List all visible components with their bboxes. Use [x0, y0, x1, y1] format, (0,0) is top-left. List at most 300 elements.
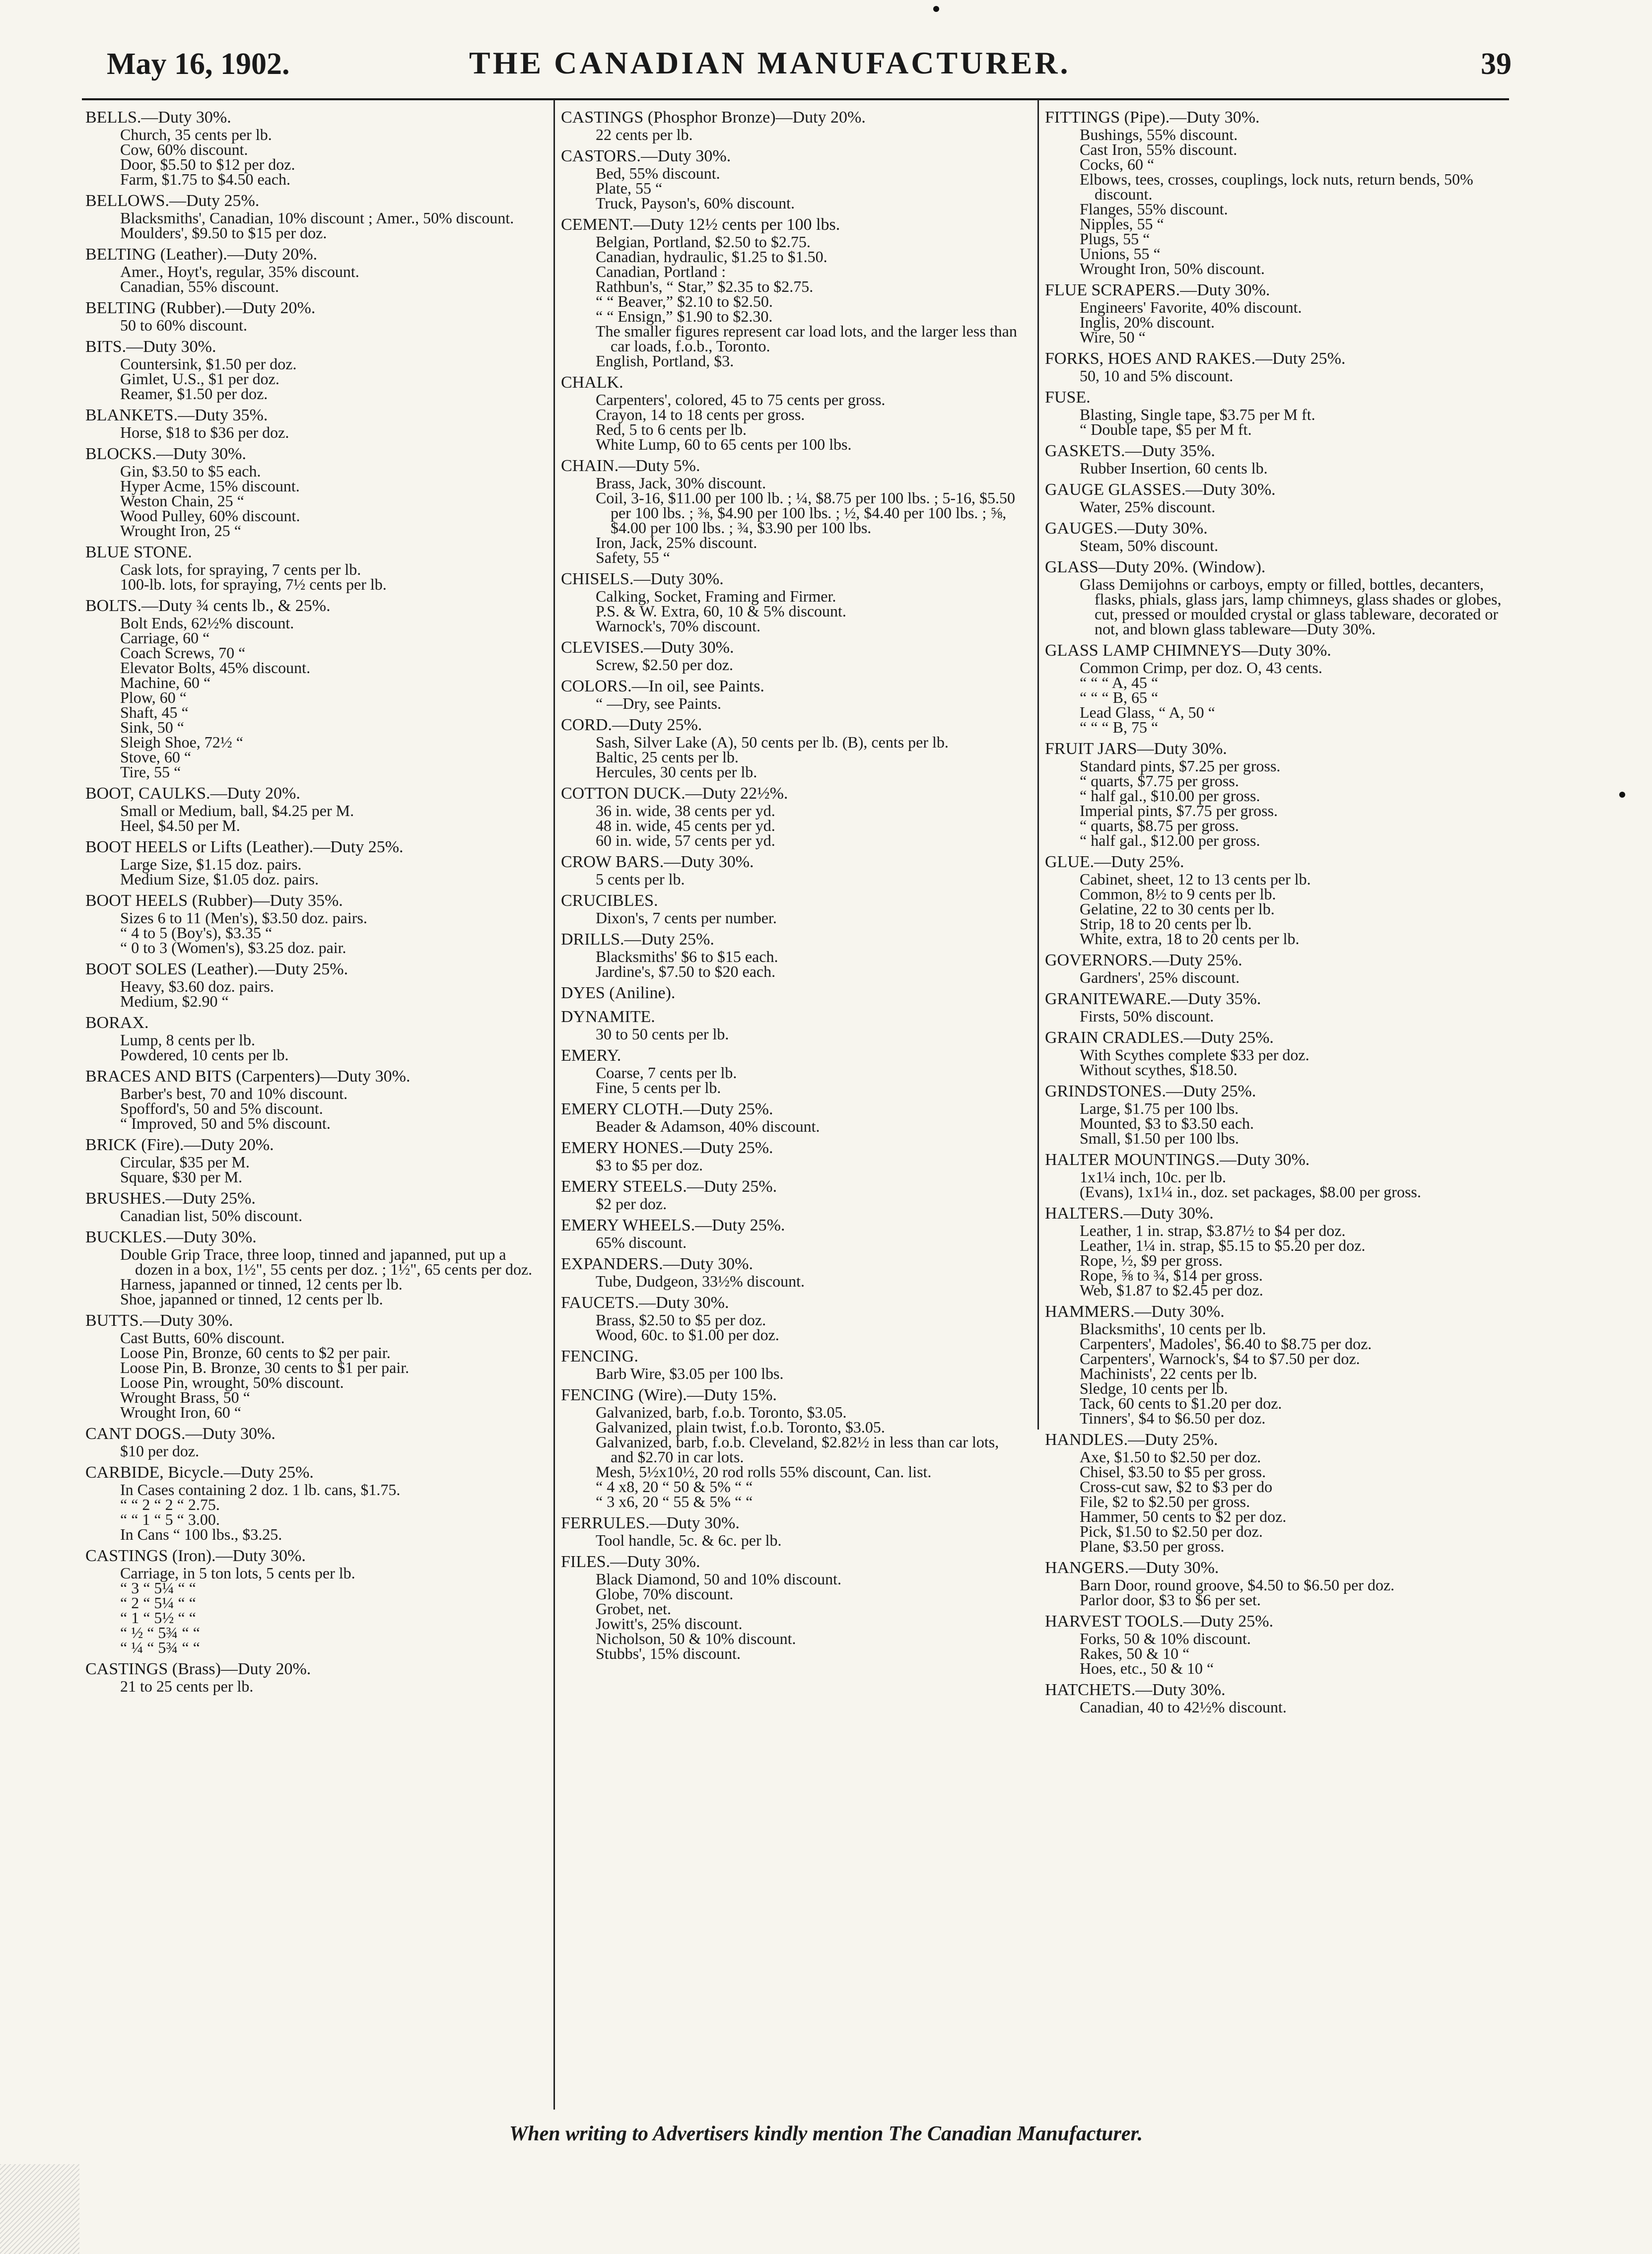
entry-heading: COTTON DUCK.—Duty 22½%.	[561, 784, 788, 803]
detail-line: Wrought Iron, 60 “	[120, 1403, 241, 1421]
detail-line: Tack, 60 cents to $1.20 per doz.	[1080, 1394, 1282, 1412]
price-entry	[561, 1347, 1025, 1381]
entry-details	[1045, 1631, 1514, 1676]
print-speck	[1619, 792, 1625, 798]
price-entry	[561, 457, 1025, 565]
entry-details	[561, 1158, 1025, 1172]
entry-details	[561, 949, 1025, 979]
entry-details	[85, 464, 547, 538]
price-entry	[1045, 519, 1514, 553]
detail-line: Coil, 3-16, $11.00 per 100 lb. ; ¼, $8.75 per 100 lbs. ; 5-16, $5.50 per 100 lbs. ; ⅜, $4.90 per 100 lbs. ; ½, $4.40 per 100 lbs. ; ⅝, $4.00 per 100 lbs. ; ¾, $3.90 per 100 lbs.	[596, 489, 1015, 537]
entry-details	[1045, 127, 1514, 276]
detail-line: Large, $1.75 per 100 lbs.	[1080, 1099, 1239, 1117]
detail-line: Canadian, Portland :	[596, 263, 726, 280]
detail-line: Loose Pin, B. Bronze, 30 cents to $1 per pair.	[120, 1359, 410, 1376]
entry-heading: GOVERNORS.—Duty 25%.	[1045, 951, 1242, 969]
detail-line: “ “ Beaver,” $2.10 to $2.50.	[596, 292, 773, 310]
entry-details	[85, 562, 547, 592]
entry-heading: BUCKLES.—Duty 30%.	[85, 1228, 257, 1246]
detail-line: “ —Dry, see Paints.	[596, 694, 721, 712]
price-entry	[561, 1294, 1025, 1342]
column-3	[1045, 108, 1514, 2094]
detail-line: In Cans “ 100 lbs., $3.25.	[120, 1525, 282, 1543]
detail-line: Amer., Hoyt's, regular, 35% discount.	[120, 263, 359, 280]
detail-line: Circular, $35 per M.	[120, 1153, 250, 1171]
detail-line: Rubber Insertion, 60 cents lb.	[1080, 459, 1268, 477]
column-2	[561, 108, 1025, 2094]
detail-line: Rakes, 50 & 10 “	[1080, 1644, 1190, 1662]
entry-details	[1045, 300, 1514, 344]
detail-line: Small or Medium, ball, $4.25 per M.	[120, 802, 354, 820]
entry-details	[561, 1274, 1025, 1289]
detail-line: Elbows, tees, crosses, couplings, lock nuts, return bends, 50% discount.	[1080, 170, 1473, 203]
detail-line: “ “ “ A, 45 “	[1080, 674, 1159, 691]
price-entry	[1045, 990, 1514, 1024]
entry-heading: HARVEST TOOLS.—Duty 25%.	[1045, 1612, 1274, 1631]
entry-details	[1045, 577, 1514, 636]
detail-line: Square, $30 per M.	[120, 1168, 243, 1186]
detail-line: Canadian, hydraulic, $1.25 to $1.50.	[596, 248, 827, 266]
entry-heading: BLANKETS.—Duty 35%.	[85, 406, 268, 424]
price-entry	[1045, 641, 1514, 735]
detail-line: Beader & Adamson, 40% discount.	[596, 1117, 820, 1135]
entry-details	[85, 1208, 547, 1223]
price-entry	[1045, 1612, 1514, 1676]
entry-details	[85, 1247, 547, 1306]
entry-details	[85, 425, 547, 440]
detail-line: Inglis, 20% discount.	[1080, 313, 1215, 331]
detail-line: 60 in. wide, 57 cents per yd.	[596, 831, 775, 849]
price-entry	[561, 1553, 1025, 1661]
detail-line: Blasting, Single tape, $3.75 per M ft.	[1080, 406, 1315, 423]
detail-line: The smaller figures represent car load lots, and the larger less than car loads, f.o.b., Toronto.	[596, 322, 1017, 355]
detail-line: Unions, 55 “	[1080, 245, 1161, 263]
price-entry	[85, 1425, 547, 1458]
entry-heading: BOOT, CAULKS.—Duty 20%.	[85, 784, 300, 803]
entry-details	[85, 1155, 547, 1184]
price-entry	[85, 406, 547, 440]
detail-line: Heel, $4.50 per M.	[120, 817, 240, 834]
price-entry	[85, 338, 547, 401]
price-entry	[85, 1547, 547, 1655]
detail-line: Cow, 60% discount.	[120, 140, 248, 158]
detail-line: “ 3 x6, 20 “ 55 & 5% “ “	[596, 1493, 753, 1510]
detail-line: Gin, $3.50 to $5 each.	[120, 462, 261, 480]
entry-details	[1045, 461, 1514, 476]
detail-line: Wood Pulley, 60% discount.	[120, 507, 300, 525]
detail-line: Stove, 60 “	[120, 748, 192, 766]
detail-line: Tube, Dudgeon, 33½% discount.	[596, 1272, 805, 1290]
entry-heading: EMERY WHEELS.—Duty 25%.	[561, 1216, 785, 1234]
detail-line: “ “ “ B, 75 “	[1080, 718, 1159, 736]
detail-line: Canadian, 55% discount.	[120, 277, 279, 295]
detail-line: Blacksmiths', 10 cents per lb.	[1080, 1320, 1266, 1338]
entry-heading: CEMENT.—Duty 12½ cents per 100 lbs.	[561, 215, 840, 234]
price-entry	[561, 716, 1025, 779]
detail-line: White Lump, 60 to 65 cents per 100 lbs.	[596, 435, 852, 453]
detail-line: Bolt Ends, 62½% discount.	[120, 614, 294, 632]
entry-heading: FILES.—Duty 30%.	[561, 1553, 700, 1571]
entry-details	[561, 1065, 1025, 1095]
entry-heading: EMERY STEELS.—Duty 25%.	[561, 1177, 777, 1196]
price-entry	[561, 215, 1025, 368]
detail-line: Truck, Payson's, 60% discount.	[596, 194, 795, 212]
detail-line: Cabinet, sheet, 12 to 13 cents per lb.	[1080, 870, 1311, 888]
entry-details	[1045, 970, 1514, 985]
detail-line: Wrought Iron, 50% discount.	[1080, 260, 1265, 277]
detail-line: Gardners', 25% discount.	[1080, 968, 1240, 986]
detail-line: Door, $5.50 to $12 per doz.	[120, 155, 295, 173]
detail-line: Plate, 55 “	[596, 179, 663, 197]
price-entry	[85, 960, 547, 1009]
detail-line: Barn Door, round groove, $4.50 to $6.50 per doz.	[1080, 1576, 1395, 1594]
price-entry	[85, 838, 547, 887]
price-entry	[1045, 951, 1514, 985]
detail-line: Cast Iron, 55% discount.	[1080, 140, 1238, 158]
detail-line: Wrought Iron, 25 “	[120, 522, 241, 540]
price-entry	[85, 445, 547, 538]
entry-heading: BOOT SOLES (Leather).—Duty 25%.	[85, 960, 348, 978]
detail-line: 48 in. wide, 45 cents per yd.	[596, 817, 775, 834]
price-entry	[1045, 740, 1514, 848]
entry-heading: GRAIN CRADLES.—Duty 25%.	[1045, 1028, 1274, 1047]
price-entry	[85, 1067, 547, 1131]
price-entry	[85, 597, 547, 779]
detail-line: Sizes 6 to 11 (Men's), $3.50 doz. pairs.	[120, 909, 367, 927]
detail-line: Leather, 1 in. strap, $3.87½ to $4 per doz.	[1080, 1222, 1346, 1239]
price-entry	[85, 543, 547, 592]
entry-details	[85, 1086, 547, 1131]
entry-details	[85, 1330, 547, 1420]
price-entry	[1045, 1681, 1514, 1714]
entry-heading: FORKS, HOES AND RAKES.—Duty 25%.	[1045, 349, 1346, 368]
detail-line: Plow, 60 “	[120, 688, 187, 706]
price-entry	[85, 108, 547, 187]
entry-details	[1045, 538, 1514, 553]
detail-line: Calking, Socket, Framing and Firmer.	[596, 587, 836, 605]
entry-details	[1045, 758, 1514, 848]
detail-line: Tinners', $4 to $6.50 per doz.	[1080, 1409, 1266, 1427]
entry-heading: GAUGES.—Duty 30%.	[1045, 519, 1208, 538]
detail-line: 1x1¼ inch, 10c. per lb.	[1080, 1168, 1227, 1186]
price-entry	[1045, 1151, 1514, 1199]
entry-details	[1045, 499, 1514, 514]
detail-line: Steam, 50% discount.	[1080, 537, 1219, 554]
entry-details	[1045, 1700, 1514, 1714]
entry-heading: CORD.—Duty 25%.	[561, 716, 702, 734]
detail-line: Galvanized, barb, f.o.b. Toronto, $3.05.	[596, 1403, 847, 1421]
entry-details	[561, 1196, 1025, 1211]
detail-line: Strip, 18 to 20 cents per lb.	[1080, 915, 1252, 933]
detail-line: 100-lb. lots, for spraying, 7½ cents per lb.	[120, 575, 387, 593]
entry-heading: HANDLES.—Duty 25%.	[1045, 1431, 1218, 1449]
entry-heading: BORAX.	[85, 1014, 149, 1032]
entry-heading: CROW BARS.—Duty 30%.	[561, 853, 754, 871]
detail-line: Mesh, 5½x10½, 20 rod rolls 55% discount, Can. list.	[596, 1463, 932, 1481]
entry-heading: CRUCIBLES.	[561, 891, 658, 910]
detail-line: Canadian list, 50% discount.	[120, 1207, 303, 1225]
detail-line: Crayon, 14 to 18 cents per gross.	[596, 406, 805, 423]
price-entry	[1045, 388, 1514, 437]
detail-line: Elevator Bolts, 45% discount.	[120, 659, 311, 677]
entry-details	[85, 318, 547, 333]
detail-line: Medium, $2.90 “	[120, 992, 229, 1010]
entry-details	[561, 872, 1025, 887]
detail-line: “ Improved, 50 and 5% discount.	[120, 1114, 331, 1132]
detail-line: $2 per doz.	[596, 1195, 667, 1213]
entry-details	[1045, 660, 1514, 735]
page-corner-noise	[0, 2164, 79, 2254]
detail-line: 5 cents per lb.	[596, 870, 685, 888]
detail-line: Brass, $2.50 to $5 per doz.	[596, 1311, 766, 1329]
entry-heading: BELLS.—Duty 30%.	[85, 108, 231, 127]
price-entry	[85, 1660, 547, 1694]
entry-heading: CASTINGS (Phosphor Bronze)—Duty 20%.	[561, 108, 866, 127]
entry-heading: FUSE.	[1045, 388, 1091, 407]
detail-line: “ half gal., $10.00 per gross.	[1080, 787, 1260, 805]
detail-line: Firsts, 50% discount.	[1080, 1007, 1214, 1025]
entry-heading: BRACES AND BITS (Carpenters)—Duty 30%.	[85, 1067, 411, 1086]
entry-details	[1045, 1449, 1514, 1554]
entry-details	[1045, 1321, 1514, 1426]
entry-heading: DRILLS.—Duty 25%.	[561, 930, 714, 949]
print-speck	[933, 6, 939, 12]
entry-heading: FLUE SCRAPERS.—Duty 30%.	[1045, 281, 1270, 299]
detail-line: Black Diamond, 50 and 10% discount.	[596, 1570, 842, 1588]
detail-line: Warnock's, 70% discount.	[596, 617, 761, 635]
entry-heading: EXPANDERS.—Duty 30%.	[561, 1255, 753, 1273]
detail-line: Blacksmiths', Canadian, 10% discount ; Amer., 50% discount.	[120, 209, 514, 227]
entry-heading: CARBIDE, Bicycle.—Duty 25%.	[85, 1463, 314, 1482]
column-1	[85, 108, 547, 2094]
detail-line: Dixon's, 7 cents per number.	[596, 909, 777, 927]
detail-line: Harness, japanned or tinned, 12 cents per lb.	[120, 1275, 403, 1293]
detail-line: Moulders', $9.50 to $15 per doz.	[120, 224, 327, 242]
detail-line: Glass Demijohns or carboys, empty or filled, bottles, decanters, flasks, phials, glass jars, lamp chimneys, glass shades or globes, cut, pressed or moulded crystal or glass tableware, decorated or not, and blown glass tableware—Duty 30%.	[1080, 575, 1502, 638]
price-entry	[1045, 108, 1514, 276]
entry-details	[85, 1566, 547, 1655]
price-entry	[85, 245, 547, 294]
detail-line: “ ¼ “ 5¾ “ “	[120, 1639, 200, 1656]
detail-line: Leather, 1¼ in. strap, $5.15 to $5.20 per doz.	[1080, 1236, 1366, 1254]
entry-heading: HALTER MOUNTINGS.—Duty 30%.	[1045, 1151, 1310, 1169]
entry-heading: BOOT HEELS or Lifts (Leather).—Duty 25%.	[85, 838, 404, 856]
detail-line: Weston Chain, 25 “	[120, 492, 244, 510]
detail-line: Engineers' Favorite, 40% discount.	[1080, 298, 1302, 316]
detail-line: Parlor door, $3 to $6 per set.	[1080, 1591, 1261, 1609]
detail-line: 50, 10 and 5% discount.	[1080, 367, 1234, 385]
price-entry	[85, 1014, 547, 1062]
entry-heading: FRUIT JARS—Duty 30%.	[1045, 740, 1227, 758]
detail-line: Cocks, 60 “	[1080, 155, 1155, 173]
price-entry	[561, 677, 1025, 711]
column-divider	[553, 99, 555, 2110]
entry-heading: CHALK.	[561, 373, 623, 392]
entry-details	[1045, 368, 1514, 383]
detail-line: P.S. & W. Extra, 60, 10 & 5% discount.	[596, 602, 846, 620]
entry-details	[85, 210, 547, 240]
detail-line: Tool handle, 5c. & 6c. per lb.	[596, 1531, 782, 1549]
entry-details	[561, 127, 1025, 142]
price-entry	[561, 1514, 1025, 1548]
detail-line: Machinists', 22 cents per lb.	[1080, 1365, 1257, 1382]
detail-line: Pick, $1.50 to $2.50 per doz.	[1080, 1522, 1263, 1540]
detail-line: Bed, 55% discount.	[596, 164, 720, 182]
price-entry	[561, 373, 1025, 452]
entry-heading: CASTINGS (Brass)—Duty 20%.	[85, 1660, 311, 1678]
entry-details	[85, 264, 547, 294]
detail-line: Canadian, 40 to 42½% discount.	[1080, 1698, 1287, 1716]
detail-line: $10 per doz.	[120, 1442, 200, 1460]
price-entry	[1045, 853, 1514, 946]
entry-heading: EMERY CLOTH.—Duty 25%.	[561, 1100, 773, 1118]
detail-line: Belgian, Portland, $2.50 to $2.75.	[596, 233, 811, 251]
entry-heading: BELLOWS.—Duty 25%.	[85, 192, 260, 210]
entry-details	[561, 1533, 1025, 1548]
detail-line: “ 4 x8, 20 “ 50 & 5% “ “	[596, 1478, 753, 1496]
price-entry	[561, 1177, 1025, 1211]
detail-line: Axe, $1.50 to $2.50 per doz.	[1080, 1448, 1261, 1466]
detail-line: Large Size, $1.15 doz. pairs.	[120, 855, 302, 873]
entry-heading: FITTINGS (Pipe).—Duty 30%.	[1045, 108, 1260, 127]
entry-heading: GRANITEWARE.—Duty 35%.	[1045, 990, 1261, 1008]
entry-details	[561, 1026, 1025, 1041]
detail-line: “ 1 “ 5½ “ “	[120, 1609, 196, 1627]
entry-heading: CHISELS.—Duty 30%.	[561, 570, 724, 588]
entry-heading: GAUGE GLASSES.—Duty 30%.	[1045, 480, 1276, 499]
entry-heading: CASTORS.—Duty 30%.	[561, 147, 731, 165]
price-entry	[561, 108, 1025, 142]
detail-line: Globe, 70% discount.	[596, 1585, 734, 1603]
detail-line: Barb Wire, $3.05 per 100 lbs.	[596, 1365, 784, 1382]
price-entry	[85, 891, 547, 955]
detail-line: Imperial pints, $7.75 per gross.	[1080, 802, 1278, 820]
detail-line: Wood, 60c. to $1.00 per doz.	[596, 1326, 779, 1344]
detail-line: Machine, 60 “	[120, 674, 211, 691]
price-entry	[561, 570, 1025, 633]
detail-line: Hammer, 50 cents to $2 per doz.	[1080, 1507, 1287, 1525]
entry-heading: CLEVISES.—Duty 30%.	[561, 638, 734, 657]
entry-heading: GASKETS.—Duty 35%.	[1045, 442, 1215, 460]
entry-heading: BOLTS.—Duty ¾ cents lb., & 25%.	[85, 597, 331, 615]
detail-line: Flanges, 55% discount.	[1080, 200, 1228, 218]
detail-line: Loose Pin, Bronze, 60 cents to $2 per pair.	[120, 1344, 391, 1362]
detail-line: “ 2 “ 5¼ “ “	[120, 1594, 196, 1612]
price-entry	[1045, 442, 1514, 476]
price-entry	[561, 1100, 1025, 1134]
detail-line: Tire, 55 “	[120, 763, 181, 781]
entry-details	[561, 910, 1025, 925]
detail-line: Rope, ½, $9 per gross.	[1080, 1251, 1223, 1269]
price-entry	[85, 1136, 547, 1184]
entry-heading: FENCING.	[561, 1347, 638, 1366]
detail-line: “ “ 2 “ 2 “ 2.75.	[120, 1496, 220, 1513]
detail-line: Sash, Silver Lake (A), 50 cents per lb. (B), cents per lb.	[596, 733, 949, 751]
detail-line: Mounted, $3 to $3.50 each.	[1080, 1114, 1254, 1132]
detail-line: Bushings, 55% discount.	[1080, 126, 1238, 143]
entry-heading: BLUE STONE.	[85, 543, 192, 561]
detail-line: “ 0 to 3 (Women's), $3.25 doz. pair.	[120, 939, 346, 956]
detail-line: Shoe, japanned or tinned, 12 cents per lb.	[120, 1290, 383, 1308]
entry-details	[561, 1119, 1025, 1134]
detail-line: Fine, 5 cents per lb.	[596, 1079, 721, 1096]
detail-line: English, Portland, $3.	[596, 352, 734, 370]
detail-line: Church, 35 cents per lb.	[120, 126, 272, 143]
entry-heading: CANT DOGS.—Duty 30%.	[85, 1425, 275, 1443]
entry-details	[561, 1312, 1025, 1342]
entry-details	[85, 1679, 547, 1694]
detail-line: Without scythes, $18.50.	[1080, 1061, 1238, 1079]
entry-details	[1045, 1577, 1514, 1607]
entry-details	[561, 1571, 1025, 1661]
detail-line: Farm, $1.75 to $4.50 each.	[120, 170, 291, 188]
detail-line: Cross-cut saw, $2 to $3 per do	[1080, 1478, 1273, 1496]
entry-heading: BELTING (Rubber).—Duty 20%.	[85, 299, 316, 317]
entry-details	[561, 803, 1025, 848]
detail-line: Reamer, $1.50 per doz.	[120, 385, 268, 403]
entry-details	[1045, 1047, 1514, 1077]
detail-line: Spofford's, 50 and 5% discount.	[120, 1099, 323, 1117]
detail-line: “ 3 “ 5¼ “ “	[120, 1579, 196, 1597]
entry-details	[85, 1482, 547, 1542]
detail-line: Rope, ⅝ to ¾, $14 per gross.	[1080, 1266, 1263, 1284]
entry-details	[85, 857, 547, 887]
detail-line: Grobet, net.	[596, 1600, 671, 1618]
entry-heading: COLORS.—In oil, see Paints.	[561, 677, 764, 695]
price-entry	[85, 1228, 547, 1306]
entry-heading: BRUSHES.—Duty 25%.	[85, 1189, 256, 1208]
entry-heading: FERRULES.—Duty 30%.	[561, 1514, 740, 1532]
price-entry	[85, 1189, 547, 1223]
entry-details	[85, 615, 547, 779]
detail-line: “ ½ “ 5¾ “ “	[120, 1624, 200, 1641]
detail-line: “ quarts, $8.75 per gross.	[1080, 817, 1239, 834]
entry-details	[561, 234, 1025, 368]
entry-heading: BRICK (Fire).—Duty 20%.	[85, 1136, 274, 1154]
entry-details	[85, 979, 547, 1009]
detail-line: Standard pints, $7.25 per gross.	[1080, 757, 1281, 775]
detail-line: Jardine's, $7.50 to $20 each.	[596, 962, 776, 980]
price-entry	[561, 930, 1025, 979]
price-entry	[561, 1255, 1025, 1289]
detail-line: 65% discount.	[596, 1233, 687, 1251]
column-divider	[1037, 99, 1039, 1430]
page-header	[107, 41, 1512, 85]
detail-line: Carriage, 60 “	[120, 629, 210, 647]
price-entry	[561, 853, 1025, 887]
entry-details	[561, 1235, 1025, 1250]
advertiser-notice: When writing to Advertisers kindly mention The Canadian Manufacturer.	[509, 2122, 1143, 2145]
detail-line: Barber's best, 70 and 10% discount.	[120, 1085, 348, 1102]
price-entry	[1045, 1204, 1514, 1298]
price-entry	[85, 299, 547, 333]
detail-line: Medium Size, $1.05 doz. pairs.	[120, 870, 319, 888]
price-entry	[85, 192, 547, 240]
price-entry	[85, 1463, 547, 1542]
detail-line: Jowitt's, 25% discount.	[596, 1615, 743, 1633]
detail-line: Common, 8½ to 9 cents per lb.	[1080, 885, 1276, 903]
detail-line: Coarse, 7 cents per lb.	[596, 1064, 737, 1082]
detail-line: White, extra, 18 to 20 cents per lb.	[1080, 930, 1300, 948]
detail-line: Stubbs', 15% discount.	[596, 1644, 741, 1662]
entry-details	[561, 1366, 1025, 1381]
price-entry	[1045, 1028, 1514, 1077]
price-entry	[85, 784, 547, 833]
price-entry	[561, 1139, 1025, 1172]
detail-line: 22 cents per lb.	[596, 126, 693, 143]
entry-heading: HANGERS.—Duty 30%.	[1045, 1559, 1219, 1577]
detail-line: Heavy, $3.60 doz. pairs.	[120, 977, 274, 995]
